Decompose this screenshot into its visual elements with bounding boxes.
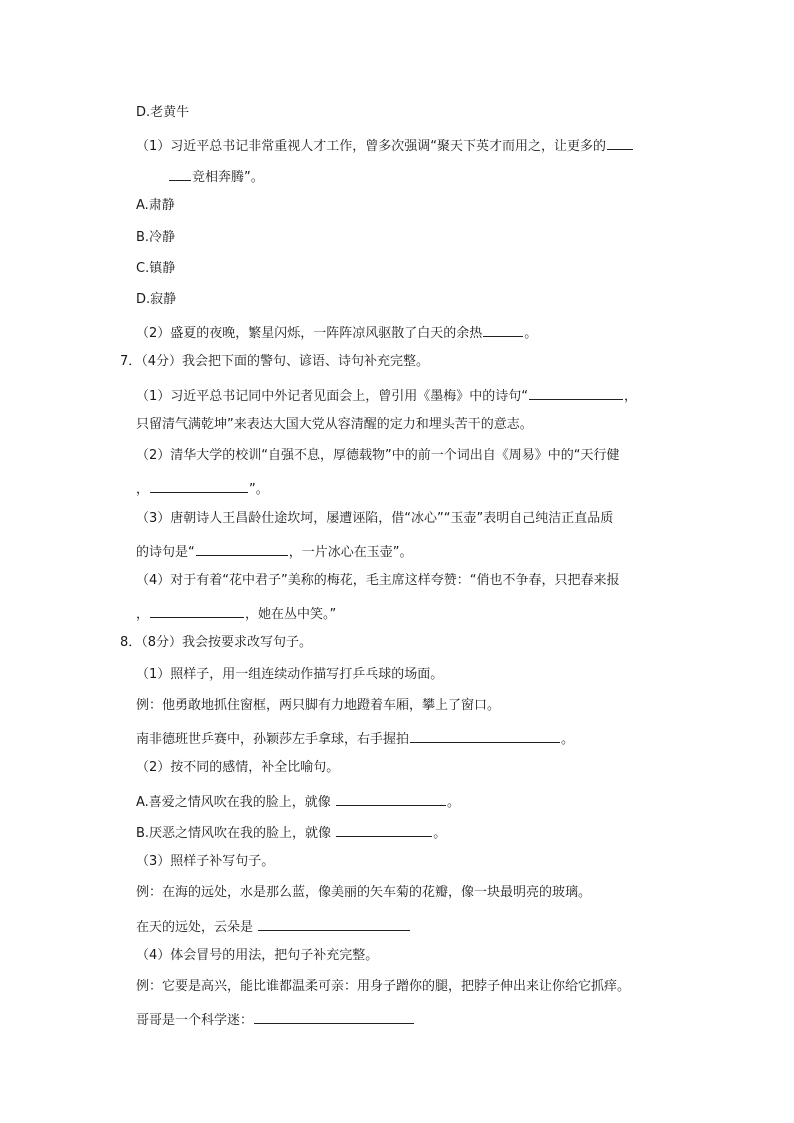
- q7-2-line-2: ， ”。: [136, 478, 269, 499]
- q6-2-line: （2）盛夏的夜晚，繁星闪烁，一阵阵凉风驱散了白天的余热 。: [136, 322, 537, 343]
- option-a: A.肃静: [136, 198, 175, 213]
- answer-blank[interactable]: [336, 791, 446, 806]
- q6-1-line-1: （1）习近平总书记非常重视人才工作，曾多次强调“聚天下英才而用之，让更多的: [136, 135, 634, 156]
- q8-4-question: 哥哥是一个科学迷：: [136, 1009, 415, 1030]
- answer-blank[interactable]: [169, 166, 191, 181]
- answer-blank[interactable]: [254, 1009, 414, 1024]
- option-c: C.镇静: [136, 261, 176, 276]
- q8-4-instruction: （4）体会冒号的用法，把句子补充完整。: [136, 948, 379, 963]
- answer-blank[interactable]: [336, 822, 432, 837]
- q8-1-example: 例：他勇敢地抓住窗框，两只脚有力地蹬着车厢，攀上了窗口。: [136, 698, 501, 713]
- answer-blank[interactable]: [150, 478, 248, 493]
- q8-4-example: 例：它要是高兴，能比谁都温柔可亲：用身子蹭你的腿，把脖子伸出来让你给它抓痒。: [136, 979, 631, 994]
- q8-3-example: 例：在海的远处，水是那么蓝，像美丽的矢车菊的花瓣，像一块最明亮的玻璃。: [136, 885, 592, 900]
- q8-heading: 8．（8分）我会按要求改写句子。: [120, 635, 313, 650]
- answer-blank[interactable]: [258, 916, 410, 931]
- answer-blank[interactable]: [607, 135, 633, 150]
- q8-2-b: B.厌恶之情风吹在我的脸上，就像 。: [136, 822, 446, 843]
- answer-blank[interactable]: [483, 322, 523, 337]
- answer-blank[interactable]: [196, 541, 288, 556]
- q7-3-line-1: （3）唐朝诗人王昌龄仕途坎坷，屡遭诬陷，借“冰心”“玉壶”表明自己纯洁正直品质: [136, 511, 614, 526]
- option-d: D.寂静: [136, 292, 177, 307]
- q8-2-a: A.喜爱之情风吹在我的脸上，就像 。: [136, 791, 460, 812]
- q7-1-line-1: （1）习近平总书记同中外记者见面会上，曾引用《墨梅》中的诗句“ ，: [136, 385, 637, 406]
- answer-blank[interactable]: [529, 385, 623, 400]
- q8-2-instruction: （2）按不同的感情，补全比喻句。: [136, 760, 340, 775]
- q8-1-question: 南非德班世乒赛中，孙颖莎左手拿球，右手握拍 。: [136, 728, 574, 749]
- option-d-old-ox: D.老黄牛: [136, 105, 190, 120]
- q7-3-line-2: 的诗句是“ ，一片冰心在玉壶”。: [136, 541, 413, 562]
- q7-heading: 7．（4分）我会把下面的警句、谚语、诗句补充完整。: [120, 354, 430, 369]
- q7-1-line-2: 只留清气满乾坤”来表达大国大党从容清醒的定力和埋头苦干的意志。: [136, 417, 533, 432]
- answer-blank[interactable]: [410, 728, 560, 743]
- q7-2-line-1: （2）清华大学的校训“自强不息，厚德载物”中的前一个词出自《周易》中的“天行健: [136, 448, 620, 463]
- q8-1-instruction: （1）照样子，用一组连续动作描写打乒乓球的场面。: [136, 667, 444, 682]
- q6-1-line-2: 竞相奔腾”。: [168, 166, 264, 187]
- q7-4-line-2: ， ，她在丛中笑。”: [136, 603, 336, 624]
- q8-3-question: 在天的远处，云朵是: [136, 916, 411, 937]
- answer-blank[interactable]: [150, 603, 244, 618]
- q8-3-instruction: （3）照样子补写句子。: [136, 854, 275, 869]
- q7-4-line-1: （4）对于有着“花中君子”美称的梅花，毛主席这样夸赞：“俏也不争春，只把春来报: [136, 573, 620, 588]
- option-b: B.冷静: [136, 230, 176, 245]
